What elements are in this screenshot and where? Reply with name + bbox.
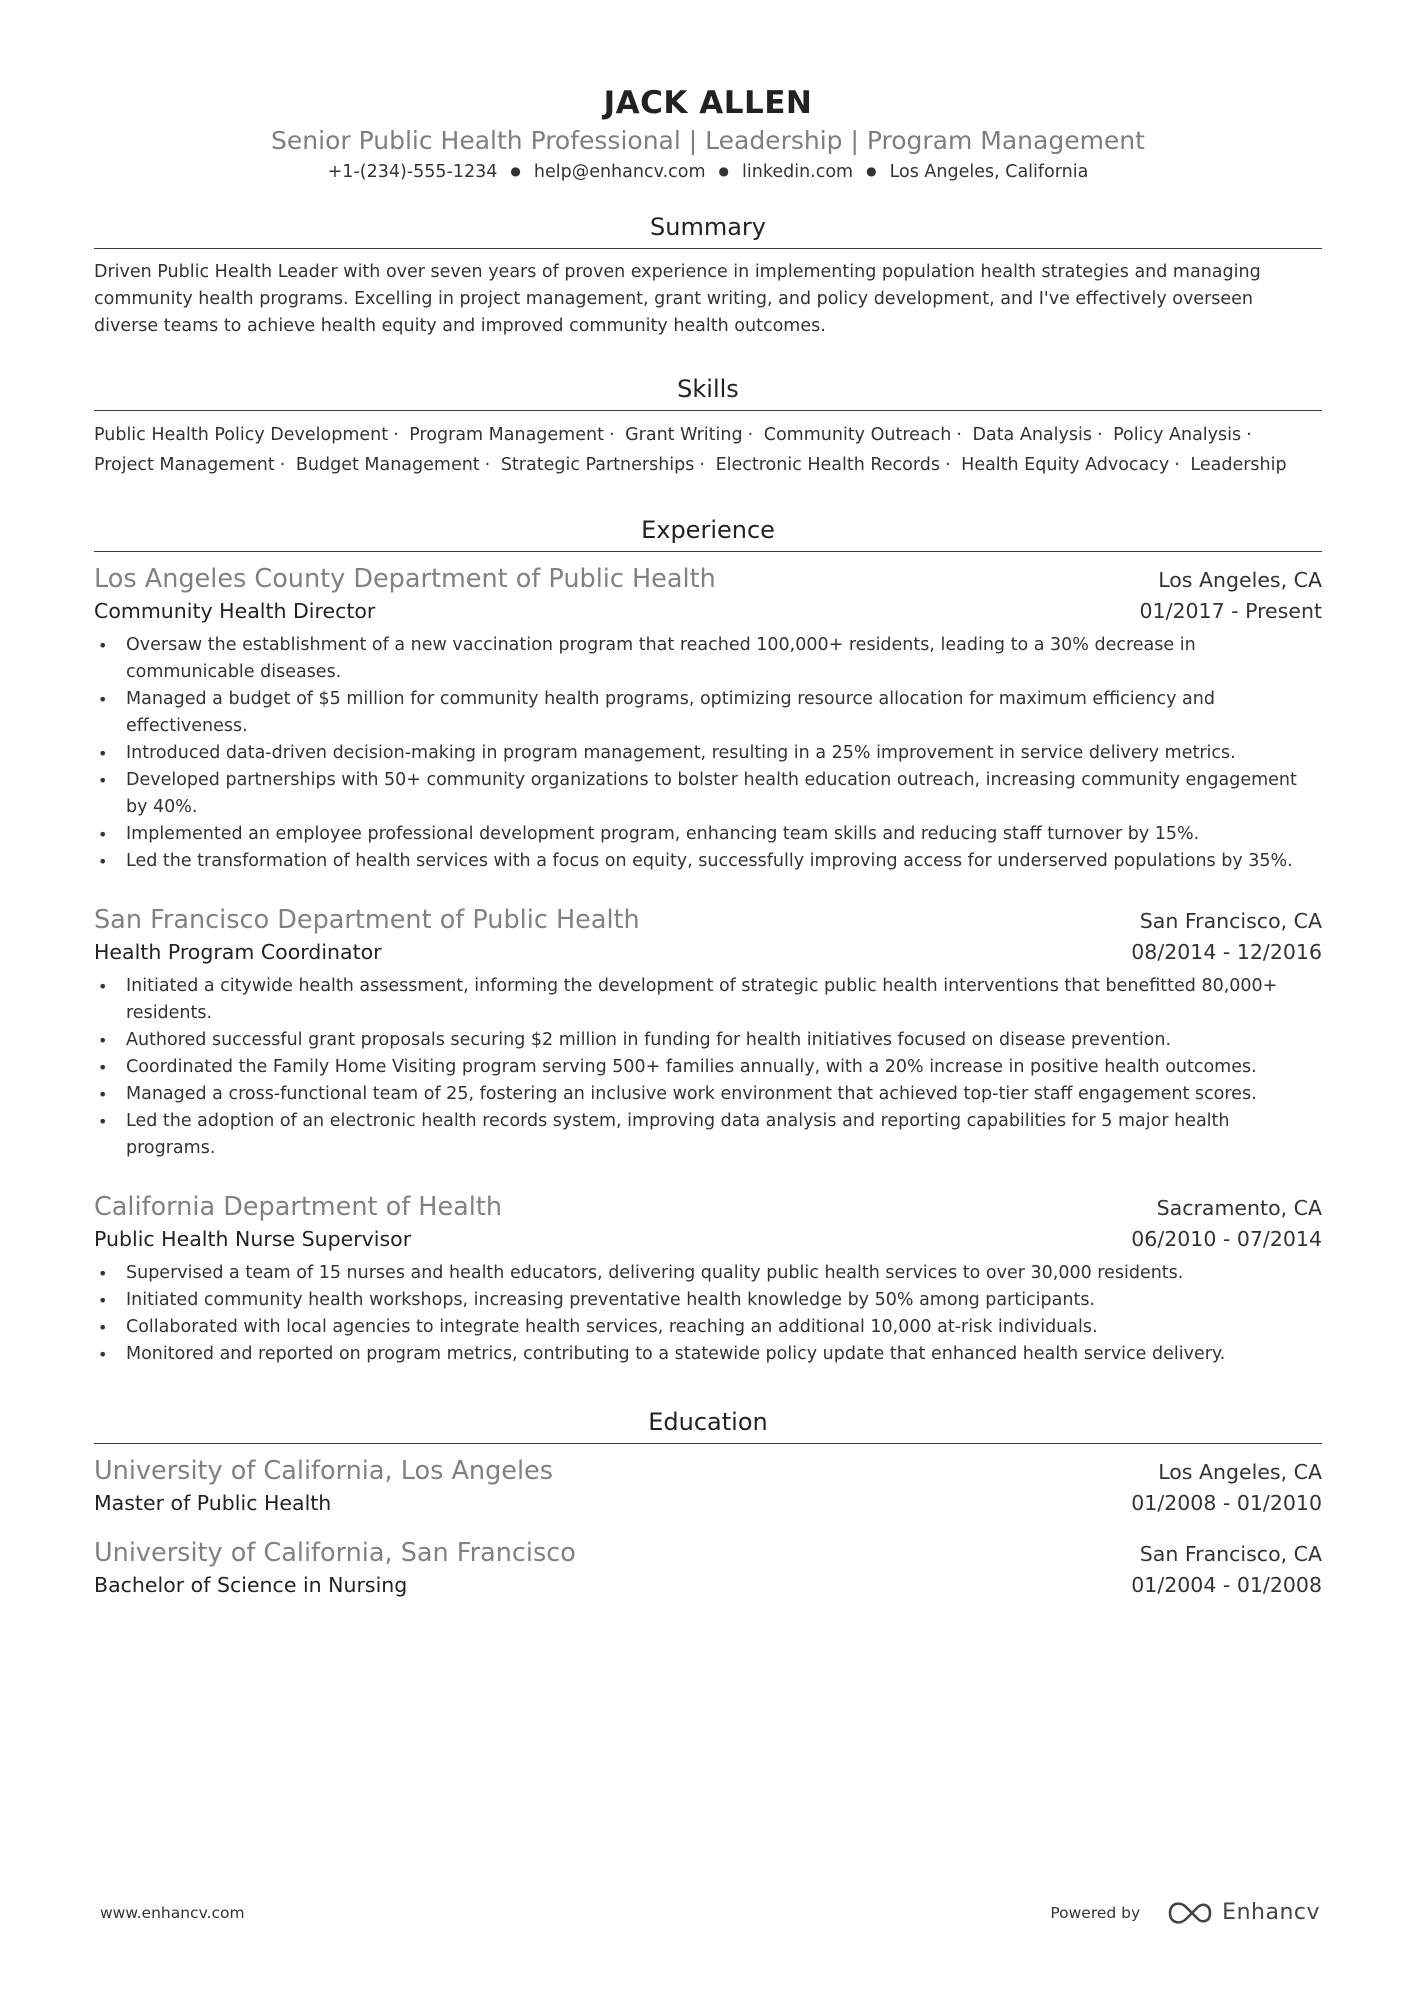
contact-separator: ● bbox=[510, 164, 521, 178]
skill-label: Grant Writing bbox=[625, 425, 743, 445]
skill-item: Electronic Health Records · bbox=[715, 455, 951, 475]
education-entry bbox=[94, 1536, 1322, 1600]
school-name: University of California, San Francisco bbox=[94, 1538, 576, 1568]
skill-label: Electronic Health Records bbox=[715, 455, 940, 475]
education-entry-header bbox=[94, 1454, 1322, 1488]
skill-item: Policy Analysis · bbox=[1113, 425, 1252, 445]
skills-section bbox=[94, 373, 1322, 480]
experience-entry bbox=[94, 562, 1322, 875]
skill-item: Budget Management · bbox=[295, 455, 491, 475]
skills-list bbox=[94, 420, 1322, 480]
achievement-item: • Initiated a citywide health assessment, informing the development of strategic public health interventions that benefitted 80,000+ residents. bbox=[94, 973, 1322, 1027]
skill-item: Community Outreach · bbox=[763, 425, 962, 445]
achievement-item: • Oversaw the establishment of a new vaccination program that reached 100,000+ residents, leading to a 30% decrease in communicable diseases. bbox=[94, 632, 1322, 686]
summary-line: Driven Public Health Leader with over seven years of proven experience in implementing population health strategies and managing bbox=[94, 262, 1261, 282]
achievement-item: • Managed a cross-functional team of 25, fostering an inclusive work environment that achieved top-tier staff engagement scores. bbox=[94, 1081, 1322, 1108]
summary-line: diverse teams to achieve health equity and improved community health outcomes. bbox=[94, 316, 826, 336]
skill-item: Project Management · bbox=[94, 455, 286, 475]
achievement-item: • Supervised a team of 15 nurses and health educators, delivering quality public health services to over 30,000 residents. bbox=[94, 1260, 1322, 1287]
education-entry-header bbox=[94, 1536, 1322, 1570]
skill-label: Leadership bbox=[1190, 455, 1287, 475]
experience-heading: Experience bbox=[94, 514, 1322, 552]
education-entry-subheader bbox=[94, 1488, 1322, 1518]
job-title: Community Health Director bbox=[94, 599, 376, 623]
achievement-list bbox=[94, 973, 1322, 1162]
footer-website-link[interactable]: www.enhancv.com bbox=[100, 1903, 245, 1922]
school-location: Los Angeles, CA bbox=[1158, 1460, 1322, 1484]
education-section bbox=[94, 1406, 1322, 1600]
powered-by-badge[interactable] bbox=[1050, 1900, 1320, 1925]
candidate-title: Senior Public Health Professional | Leadership | Program Management bbox=[271, 126, 1145, 155]
summary-heading: Summary bbox=[94, 211, 1322, 249]
achievement-item: • Collaborated with local agencies to integrate health services, reaching an additional 10,000 at-risk individuals. bbox=[94, 1314, 1322, 1341]
employer-name: California Department of Health bbox=[94, 1192, 503, 1222]
achievement-item: • Led the transformation of health services with a focus on equity, successfully improving access for underserved populations by 35%. bbox=[94, 848, 1322, 875]
job-location: San Francisco, CA bbox=[1139, 909, 1322, 933]
achievement-item: • Monitored and reported on program metrics, contributing to a statewide policy update that enhanced health service delivery. bbox=[94, 1341, 1322, 1368]
enhancv-logo-icon bbox=[1166, 1901, 1214, 1925]
summary-text bbox=[94, 259, 1322, 340]
skill-label: Policy Analysis bbox=[1113, 425, 1242, 445]
employer-name: San Francisco Department of Public Health bbox=[94, 905, 640, 935]
school-name: University of California, Los Angeles bbox=[94, 1456, 554, 1486]
page-footer bbox=[100, 1900, 1320, 1925]
experience-entry-header bbox=[94, 903, 1322, 937]
experience-section bbox=[94, 514, 1322, 1368]
employer-name: Los Angeles County Department of Public Health bbox=[94, 564, 716, 594]
skill-item: Health Equity Advocacy · bbox=[961, 455, 1180, 475]
experience-entry-header bbox=[94, 562, 1322, 596]
resume-header bbox=[94, 0, 1322, 185]
experience-entry-subheader bbox=[94, 1224, 1322, 1254]
skill-label: Budget Management bbox=[295, 455, 480, 475]
contact-email[interactable]: help@enhancv.com bbox=[533, 162, 706, 182]
achievement-item: • Introduced data-driven decision-making in program management, resulting in a 25% improvement in service delivery metrics. bbox=[94, 740, 1322, 767]
skill-item: Strategic Partnerships · bbox=[500, 455, 705, 475]
experience-entry bbox=[94, 903, 1322, 1162]
resume-page bbox=[94, 0, 1322, 1600]
degree-name: Bachelor of Science in Nursing bbox=[94, 1573, 408, 1597]
job-location: Los Angeles, CA bbox=[1158, 568, 1322, 592]
education-dates: 01/2008 - 01/2010 bbox=[1131, 1491, 1322, 1515]
experience-entry bbox=[94, 1190, 1322, 1368]
skill-item: Public Health Policy Development · bbox=[94, 425, 399, 445]
contact-location: Los Angeles, California bbox=[889, 162, 1089, 182]
summary-line: community health programs. Excelling in project management, grant writing, and policy development, and I've effectively overseen bbox=[94, 289, 1254, 309]
skill-label: Health Equity Advocacy bbox=[961, 455, 1170, 475]
achievement-item: • Initiated community health workshops, increasing preventative health knowledge by 50% among participants. bbox=[94, 1287, 1322, 1314]
achievement-list bbox=[94, 1260, 1322, 1368]
skills-heading: Skills bbox=[94, 373, 1322, 411]
achievement-item: • Managed a budget of $5 million for community health programs, optimizing resource allocation for maximum efficiency and effectiveness. bbox=[94, 686, 1322, 740]
contact-phone: +1-(234)-555-1234 bbox=[327, 162, 498, 182]
skill-label: Data Analysis bbox=[972, 425, 1092, 445]
job-dates: 01/2017 - Present bbox=[1139, 599, 1322, 623]
candidate-name: JACK ALLEN bbox=[603, 85, 813, 121]
skill-item: Grant Writing · bbox=[625, 425, 754, 445]
contact-linkedin[interactable]: linkedin.com bbox=[742, 162, 854, 182]
job-dates: 06/2010 - 07/2014 bbox=[1131, 1227, 1322, 1251]
experience-entry-subheader bbox=[94, 596, 1322, 626]
school-location: San Francisco, CA bbox=[1139, 1542, 1322, 1566]
skill-label: Program Management bbox=[409, 425, 604, 445]
education-heading: Education bbox=[94, 1406, 1322, 1444]
achievement-item: • Coordinated the Family Home Visiting program serving 500+ families annually, with a 20% increase in positive health outcomes. bbox=[94, 1054, 1322, 1081]
achievement-item: • Implemented an employee professional development program, enhancing team skills and reducing staff turnover by 15%. bbox=[94, 821, 1322, 848]
education-dates: 01/2004 - 01/2008 bbox=[1131, 1573, 1322, 1597]
contact-separator: ● bbox=[866, 164, 877, 178]
degree-name: Master of Public Health bbox=[94, 1491, 332, 1515]
skill-label: Project Management bbox=[94, 455, 275, 475]
skill-label: Public Health Policy Development bbox=[94, 425, 389, 445]
job-title: Public Health Nurse Supervisor bbox=[94, 1227, 412, 1251]
job-location: Sacramento, CA bbox=[1156, 1196, 1322, 1220]
summary-section bbox=[94, 211, 1322, 340]
achievement-list bbox=[94, 632, 1322, 875]
powered-by-label: Powered by bbox=[1050, 1903, 1141, 1922]
achievement-item: • Led the adoption of an electronic health records system, improving data analysis and reporting capabilities for 5 major health programs. bbox=[94, 1108, 1322, 1162]
skill-item: Data Analysis · bbox=[972, 425, 1103, 445]
skill-label: Community Outreach bbox=[763, 425, 952, 445]
education-entry bbox=[94, 1454, 1322, 1518]
experience-entry-subheader bbox=[94, 937, 1322, 967]
achievement-item: • Developed partnerships with 50+ community organizations to bolster health education outreach, increasing community engagement by 40%. bbox=[94, 767, 1322, 821]
contact-line bbox=[94, 158, 1322, 185]
skill-item bbox=[1190, 455, 1286, 475]
skill-item: Program Management · bbox=[409, 425, 615, 445]
experience-entry-header bbox=[94, 1190, 1322, 1224]
education-entry-subheader bbox=[94, 1570, 1322, 1600]
contact-separator: ● bbox=[718, 164, 730, 178]
job-title: Health Program Coordinator bbox=[94, 940, 382, 964]
skill-label: Strategic Partnerships bbox=[500, 455, 695, 475]
enhancv-brand-name: Enhancv bbox=[1222, 1900, 1320, 1925]
achievement-item: • Authored successful grant proposals securing $2 million in funding for health initiatives focused on disease prevention. bbox=[94, 1027, 1322, 1054]
job-dates: 08/2014 - 12/2016 bbox=[1131, 940, 1322, 964]
